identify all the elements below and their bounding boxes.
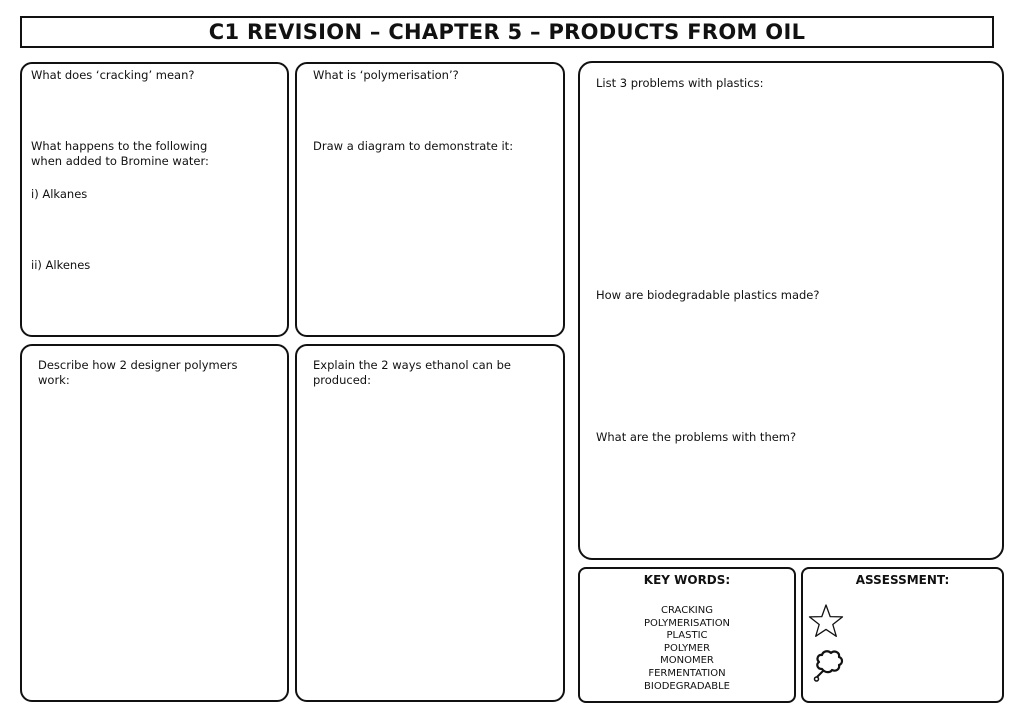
key-word: POLYMERISATION [643,617,731,629]
key-word: FERMENTATION [648,667,726,679]
diagram-prompt: Draw a diagram to demonstrate it: [313,139,514,153]
plastics-box [578,61,1004,560]
alkanes-label: i) Alkanes [31,187,88,201]
key-words-box [578,567,796,703]
page-title: C1 REVISION – CHAPTER 5 – PRODUCTS FROM OIL [208,20,806,44]
star-icon [808,603,844,639]
key-word: BIODEGRADABLE [644,680,730,692]
assessment-box [801,567,1004,703]
assessment-heading: ASSESSMENT: [855,573,950,587]
key-word: MONOMER [660,655,714,667]
ethanol-question: Explain the 2 ways ethanol can be produced: [313,358,511,387]
biodegradable-question: How are biodegradable plastics made? [596,288,820,302]
bromine-water-question: What happens to the following when added to Bromine water: [31,139,209,168]
ethanol-box [295,344,565,702]
polymerisation-box [295,62,565,337]
key-words-list [580,605,794,693]
designer-polymers-box [20,344,289,702]
cracking-question: What does ‘cracking’ mean? [31,68,195,82]
key-words-heading: KEY WORDS: [643,573,731,587]
polymerisation-question: What is ‘polymerisation’? [313,68,459,82]
biodegradable-problems-question: What are the problems with them? [596,430,797,444]
key-word: PLASTIC [666,630,708,642]
title-banner [20,16,994,48]
plastics-problems-question: List 3 problems with plastics: [596,76,764,90]
key-word: CRACKING [661,605,713,616]
designer-polymers-question: Describe how 2 designer polymers work: [38,358,238,387]
thought-cloud-icon [812,647,846,685]
alkenes-label: ii) Alkenes [31,258,91,272]
key-word: POLYMER [663,642,711,654]
cracking-box [20,62,289,337]
